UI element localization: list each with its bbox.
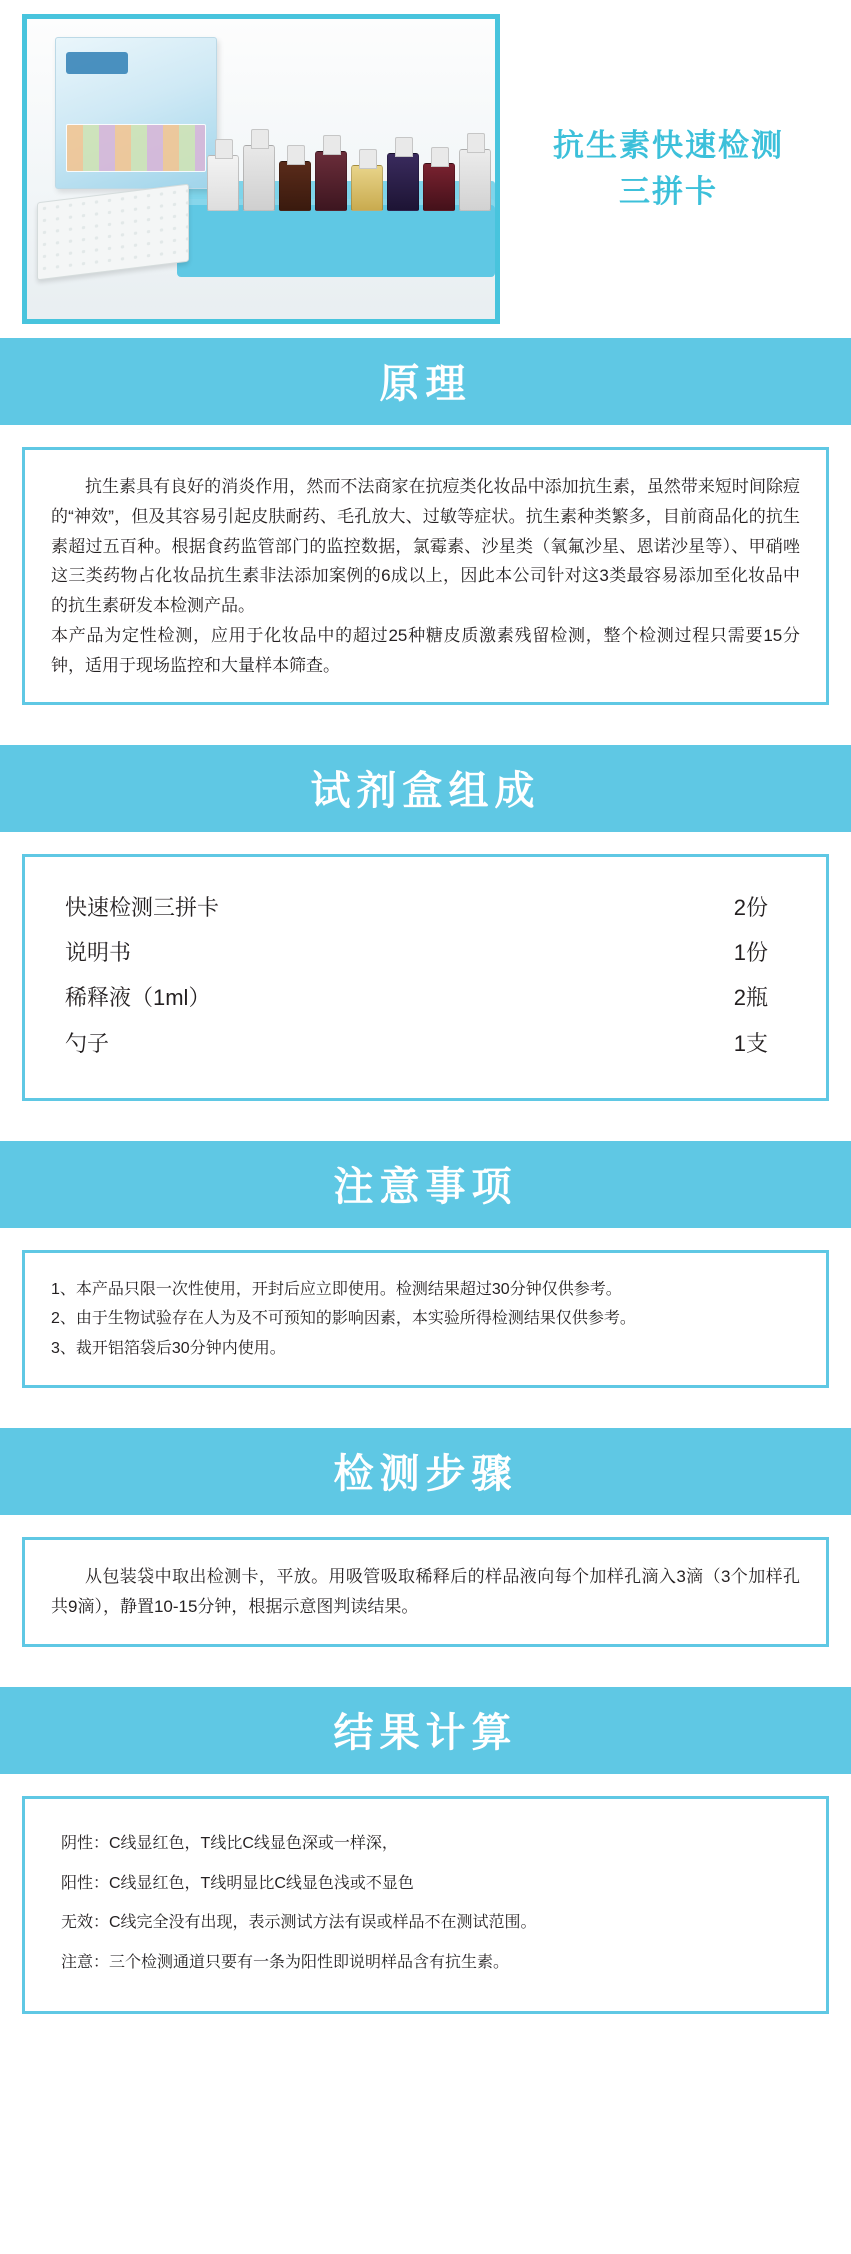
reagent-bottles [203,91,500,211]
kit-item-qty: 2瓶 [733,985,768,1011]
product-box [55,37,217,189]
page-title [500,14,829,324]
note-item: 3、裁开铝箔袋后30分钟内使用。 [51,1339,286,1357]
principle-paragraph-2: 本产品为定性检测，应用于化妆品中的超过25种糖皮质激素残留检测，整个检测过程只需要15分钟，适用于现场监控和大量样本筛查。 [51,625,800,675]
note-item: 2、由于生物试验存在人为及不可预知的影响因素，本实验所得检测结果仅供参考。 [51,1310,636,1328]
result-item-invalid: 无效：C线完全没有出现，表示测试方法有误或样品不在测试范围。 [61,1914,537,1932]
result-item-note: 注意：三个检测通道只要有一条为阳性即说明样品含有抗生素。 [61,1953,510,1971]
result-item-negative: 阴性：C线显红色，T线比C线显色深或一样深， [61,1834,398,1852]
note-item: 1、本产品只限一次性使用，开封后应立即使用。检测结果超过30分钟仅供参考。 [51,1280,622,1298]
list-item [65,975,786,1020]
principle-card [22,447,829,705]
notes-card [22,1250,829,1389]
spacer [0,1647,851,1673]
spacer [0,2014,851,2040]
kit-item-name: 快速检测三拼卡 [65,895,220,921]
section-banner-steps: 检测步骤 [0,1428,851,1515]
steps-card [22,1537,829,1647]
list-item [65,885,786,930]
results-card [22,1796,829,2014]
spacer [0,705,851,731]
section-banner-principle: 原理 [0,338,851,425]
section-banner-notes: 注意事项 [0,1141,851,1228]
page-title-line-1: 抗生素快速检测 [553,127,784,163]
hero-section [0,14,851,324]
kit-composition-list [51,879,800,1075]
principle-paragraph-1: 抗生素具有良好的消炎作用，然而不法商家在抗痘类化妆品中添加抗生素，虽然带来短时间除痘的“神效”，但及其容易引起皮肤耐药、毛孔放大、过敏等症状。抗生素种类繁多，目前商品化的抗生素超过五百种。根据食药监管部门的监控数据，氯霉素、沙星类（氧氟沙星、恩诺沙星等）、甲硝唑这三类药物占化妆品抗生素非法添加案例的6成以上，因此本公司针对这3类最容易添加至化妆品中的抗生素研发本检测产品。 [51,477,800,615]
kit-item-name: 说明书 [65,940,132,966]
kit-item-name: 勺子 [65,1030,110,1056]
kit-item-qty: 1支 [733,1030,768,1056]
kit-item-qty: 2份 [733,895,768,921]
spacer [0,1101,851,1127]
list-item [65,1021,786,1066]
photo-shadow [27,279,495,319]
list-item [65,930,786,975]
result-item-positive: 阳性：C线显红色，T线明显比C线显色浅或不显色 [61,1874,414,1892]
product-photo [22,14,500,324]
kit-item-qty: 1份 [733,940,768,966]
section-banner-composition: 试剂盒组成 [0,745,851,832]
composition-card [22,854,829,1100]
spacer [0,1388,851,1414]
steps-paragraph: 从包装袋中取出检测卡，平放。用吸管吸取稀释后的样品液向每个加样孔滴入3滴（3个加样孔共9滴），静置10-15分钟，根据示意图判读结果。 [51,1567,800,1617]
kit-item-name: 稀释液（1ml） [65,985,211,1011]
section-banner-results: 结果计算 [0,1687,851,1774]
page-title-line-2: 三拼卡 [619,174,718,209]
